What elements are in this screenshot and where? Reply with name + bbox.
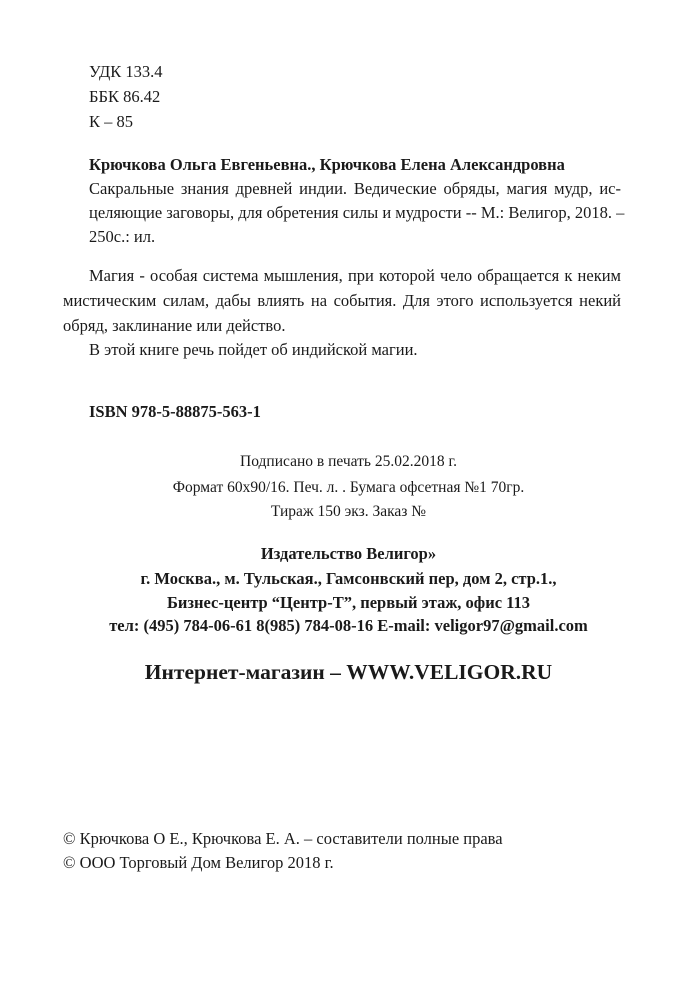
author-mark: К – 85 xyxy=(89,112,134,131)
format-info: Формат 60х90/16. Печ. л. . Бумага офсетная №1 70гр. xyxy=(172,479,525,496)
authors: Крючкова Ольга Евгеньевна., Крючкова Елена Александровна xyxy=(89,155,565,174)
publisher-contacts: тел: (495) 784-06-61 8(985) 784-08-16 E-mail: veligor97@gmail.com xyxy=(109,616,588,635)
udk-code: УДК 133.4 xyxy=(89,62,163,81)
bibliography-line: целяющие заговоры, для обретения силы и мудрости -- М.: Велигор, 2018. – xyxy=(89,203,625,222)
annotation-line: В этой книге речь пойдет об индийской магии. xyxy=(89,340,418,359)
publisher-name: Издательство Велигор» xyxy=(260,544,437,563)
annotation-line: обряд, заклинание или действо. xyxy=(63,316,286,335)
bbk-code: ББК 86.42 xyxy=(89,87,161,106)
online-shop: Интернет-магазин – WWW.VELIGOR.RU xyxy=(144,660,553,684)
bibliography-line: Сакральные знания древней индии. Ведические обряды, магия мудр, ис- xyxy=(89,179,621,198)
publisher-address: г. Москва., м. Тульская., Гамсонвский пер, дом 2, стр.1., xyxy=(140,569,557,588)
copyright-line: © ООО Торговый Дом Велигор 2018 г. xyxy=(63,853,334,872)
isbn: ISBN 978-5-88875-563-1 xyxy=(89,402,261,421)
copyright-line: © Крючкова О Е., Крючкова Е. А. – составители полные права xyxy=(63,829,503,848)
annotation-line: мистическим силам, дабы влиять на события. Для этого используется некий xyxy=(63,291,621,310)
signed-to-print: Подписано в печать 25.02.2018 г. xyxy=(240,453,457,470)
publisher-office: Бизнес-центр “Центр-Т”, первый этаж, офис 113 xyxy=(166,593,531,612)
bibliography-line: 250с.: ил. xyxy=(89,227,156,246)
print-run: Тираж 150 экз. Заказ № xyxy=(270,503,427,520)
annotation-line: Магия - особая система мышления, при которой чело обращается к неким xyxy=(89,266,621,285)
